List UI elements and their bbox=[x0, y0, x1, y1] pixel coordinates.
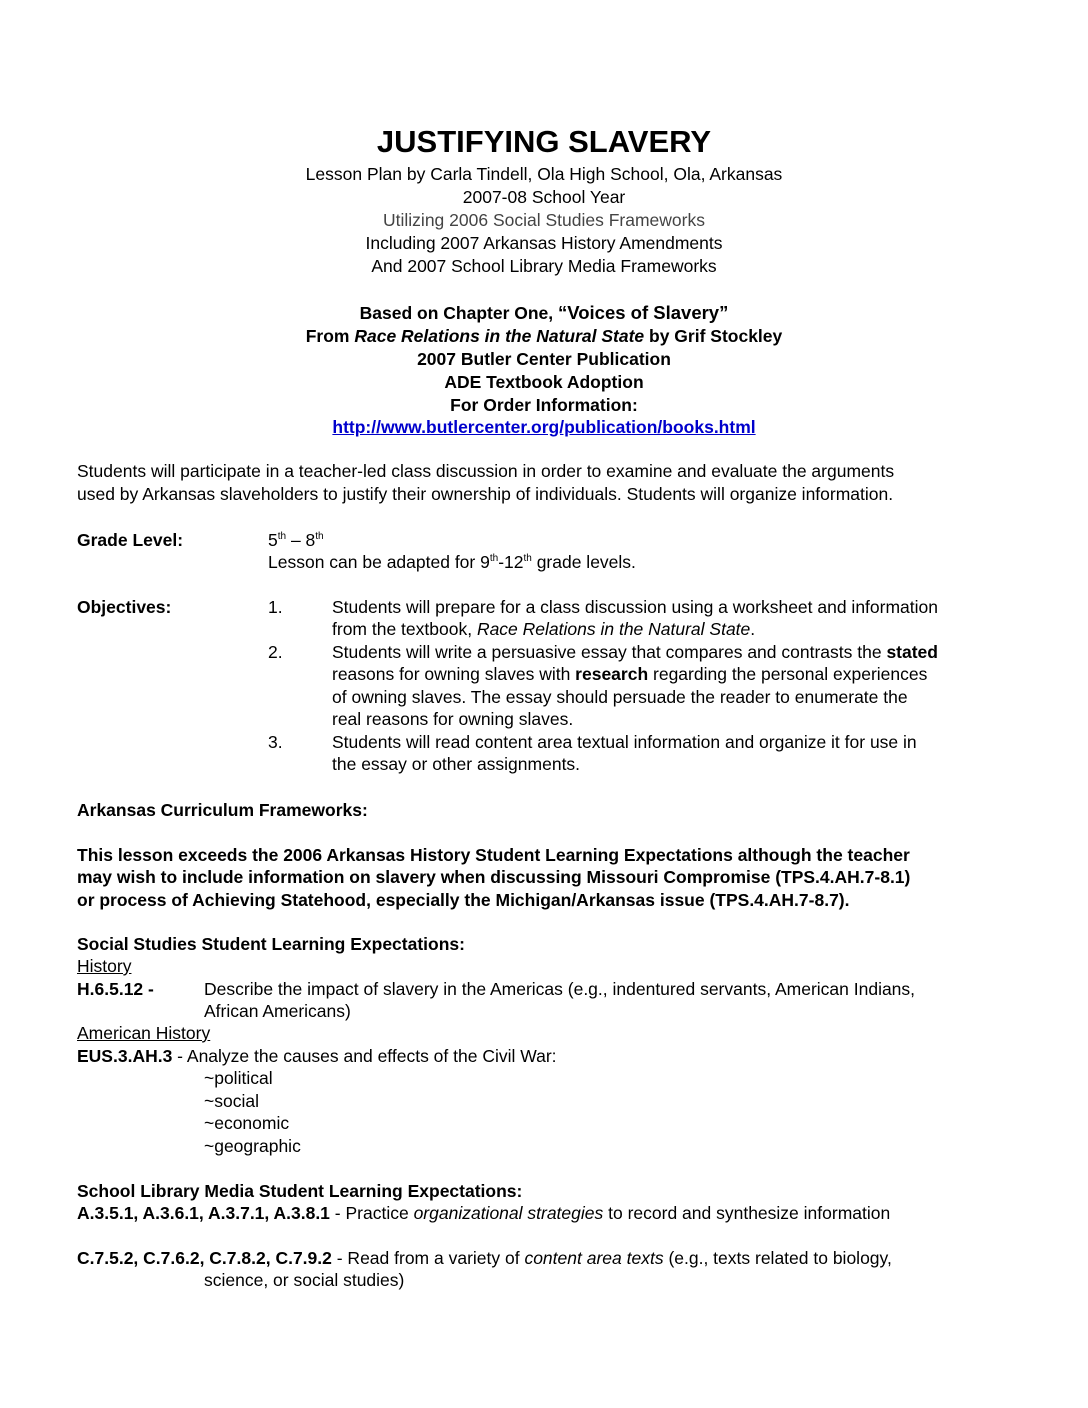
library-c-line-2: science, or social studies) bbox=[204, 1270, 405, 1290]
header-amendments-line: Including 2007 Arkansas History Amendments bbox=[365, 233, 723, 253]
objective-1-line-2: from the textbook, Race Relations in the Natural State. bbox=[332, 619, 756, 639]
source-chapter-line: Based on Chapter One, “Voices of Slavery” bbox=[359, 302, 729, 323]
chapter-title: “Voices of Slavery” bbox=[558, 302, 729, 323]
objective-3-line-2: the essay or other assignments. bbox=[332, 754, 581, 774]
library-a-line: A.3.5.1, A.3.6.1, A.3.7.1, A.3.8.1 - Practice organizational strategies to record and synthesize information bbox=[77, 1203, 891, 1223]
header-author-line: Lesson Plan by Carla Tindell, Ola High School, Ola, Arkansas bbox=[305, 164, 783, 184]
library-c-line: C.7.5.2, C.7.6.2, C.7.8.2, C.7.9.2 - Read from a variety of content area texts (e.g., texts related to biology, bbox=[77, 1248, 892, 1268]
intro-line-2: used by Arkansas slaveholders to justify their ownership of individuals. Students will organize information. bbox=[77, 484, 894, 504]
objective-2-number: 2. bbox=[268, 642, 283, 662]
order-link-row bbox=[0, 416, 1088, 438]
header-library-line: And 2007 School Library Media Frameworks bbox=[371, 256, 717, 276]
objective-2-line-2: reasons for owning slaves with research regarding the personal experiences bbox=[332, 664, 928, 684]
source-publisher-line: 2007 Butler Center Publication bbox=[417, 349, 671, 369]
eus-line: EUS.3.AH.3 - Analyze the causes and effects of the Civil War: bbox=[77, 1046, 557, 1066]
objective-3-line-1: Students will read content area textual information and organize it for use in bbox=[332, 732, 917, 752]
eus-code: EUS.3.AH.3 bbox=[77, 1046, 173, 1066]
history-text-line-2: African Americans) bbox=[204, 1001, 351, 1021]
history-subheading: History bbox=[77, 956, 132, 976]
american-history-subheading: American History bbox=[77, 1023, 211, 1043]
header-year-line: 2007-08 School Year bbox=[462, 187, 626, 207]
header-frameworks-line: Utilizing 2006 Social Studies Frameworks bbox=[383, 210, 705, 230]
eus-item-economic: ~economic bbox=[204, 1113, 290, 1133]
eus-item-social: ~social bbox=[204, 1091, 259, 1111]
order-url-link[interactable]: http://www.butlercenter.org/publication/books.html bbox=[332, 417, 756, 437]
source-book-line: From Race Relations in the Natural State by Grif Stockley bbox=[305, 326, 783, 346]
objective-2-line-3: of owning slaves. The essay should persuade the reader to enumerate the bbox=[332, 687, 908, 707]
social-studies-heading: Social Studies Student Learning Expectations: bbox=[77, 934, 465, 954]
grade-level-label: Grade Level: bbox=[77, 530, 184, 550]
exceeds-line-3: or process of Achieving Statehood, especially the Michigan/Arkansas issue (TPS.4.AH.7-8.7). bbox=[77, 890, 850, 910]
exceeds-line-2: may wish to include information on slavery when discussing Missouri Compromise (TPS.4.AH.7-8.1) bbox=[77, 867, 911, 887]
source-order-label: For Order Information: bbox=[450, 395, 638, 415]
objective-3-number: 3. bbox=[268, 732, 283, 752]
objective-2-line-4: real reasons for owning slaves. bbox=[332, 709, 574, 729]
objective-1-line-1: Students will prepare for a class discussion using a worksheet and information bbox=[332, 597, 939, 617]
eus-item-political: ~political bbox=[204, 1068, 273, 1088]
library-c-codes: C.7.5.2, C.7.6.2, C.7.8.2, C.7.9.2 bbox=[77, 1248, 332, 1268]
exceeds-line-1: This lesson exceeds the 2006 Arkansas History Student Learning Expectations although the teacher bbox=[77, 845, 910, 865]
source-adoption-line: ADE Textbook Adoption bbox=[444, 372, 644, 392]
intro-line-1: Students will participate in a teacher-led class discussion in order to examine and evaluate the arguments bbox=[77, 461, 895, 481]
objective-2-line-1: Students will write a persuasive essay that compares and contrasts the stated bbox=[332, 642, 938, 662]
objective-1-number: 1. bbox=[268, 597, 283, 617]
grade-level-value: 5th – 8th bbox=[268, 530, 324, 550]
library-a-codes: A.3.5.1, A.3.6.1, A.3.7.1, A.3.8.1 bbox=[77, 1203, 330, 1223]
frameworks-heading: Arkansas Curriculum Frameworks: bbox=[77, 800, 368, 820]
history-code: H.6.5.12 - bbox=[77, 979, 154, 999]
library-heading: School Library Media Student Learning Expectations: bbox=[77, 1181, 523, 1201]
objectives-label: Objectives: bbox=[77, 597, 172, 617]
history-text-line-1: Describe the impact of slavery in the Americas (e.g., indentured servants, American Indians, bbox=[204, 979, 916, 999]
eus-item-geographic: ~geographic bbox=[204, 1136, 301, 1156]
grade-adaptation-note: Lesson can be adapted for 9th-12th grade levels. bbox=[268, 552, 636, 572]
page-title: JUSTIFYING SLAVERY bbox=[376, 124, 712, 159]
book-title: Race Relations in the Natural State bbox=[354, 326, 645, 346]
